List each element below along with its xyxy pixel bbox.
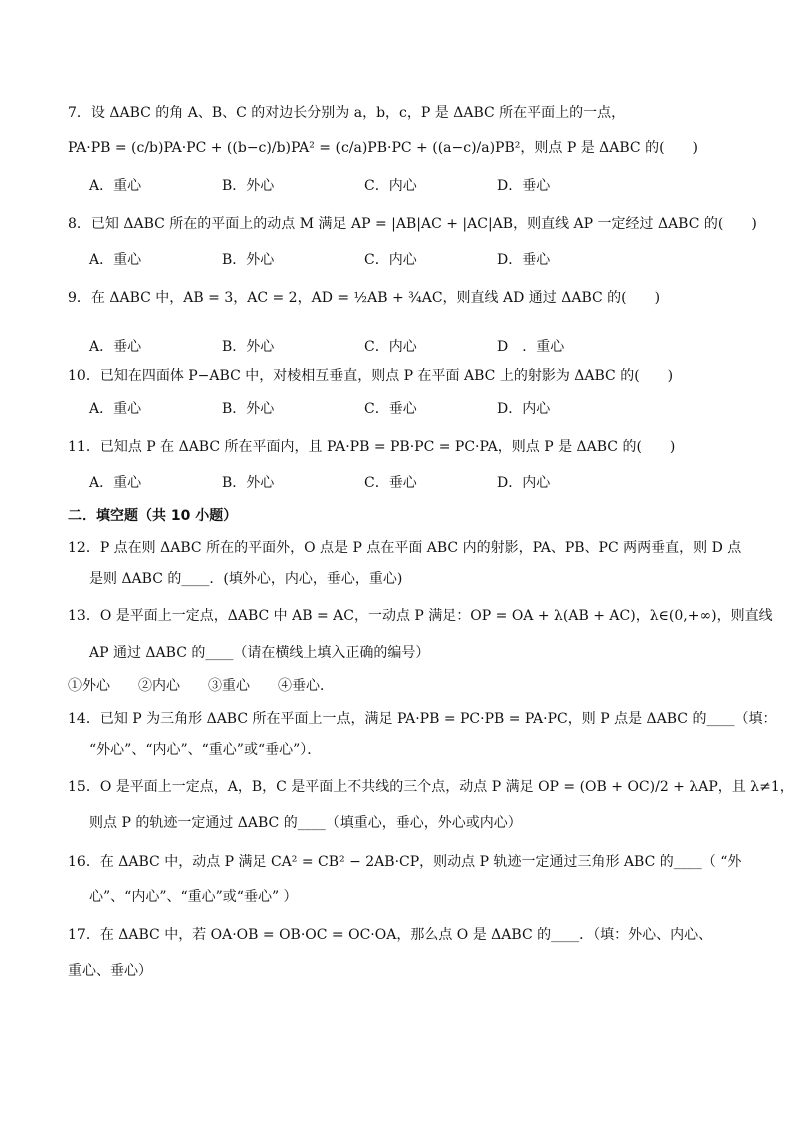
q10-option-a[interactable]: A．重心 <box>89 401 142 417</box>
q12-line2: 是则 ΔABC 的____．(填外心，内心，垂心，重心) <box>89 571 403 587</box>
q7-option-a[interactable]: A．重心 <box>89 178 142 194</box>
q11-line1: 11．已知点 P 在 ΔABC 所在平面内，且 PA·PB = PB·PC = PC·PA，则点 P 是 ΔABC 的( ) <box>68 439 676 455</box>
q10-line1: 10．已知在四面体 P−ABC 中，对棱相互垂直，则点 P 在平面 ABC 上的射影为 ΔABC 的( ) <box>68 368 674 384</box>
q15-line1: 15．O 是平面上一定点，A，B，C 是平面上不共线的三个点，动点 P 满足 OP = (OB + OC)/2 + λAP，且 λ≠1， <box>68 779 794 795</box>
q7-option-b[interactable]: B．外心 <box>222 178 275 194</box>
q14-line1: 14．已知 P 为三角形 ΔABC 所在平面上一点，满足 PA·PB = PC·PB = PA·PC，则 P 点是 ΔABC 的____（填： <box>68 711 777 727</box>
q8-option-d[interactable]: D．垂心 <box>497 252 551 268</box>
q14-line2: “外心”、“内心”、“重心”或“垂心”）． <box>89 742 322 758</box>
q8-option-b[interactable]: B．外心 <box>222 252 275 268</box>
q7-option-d[interactable]: D．垂心 <box>497 178 551 194</box>
q7-line2: PA·PB = (c/b)PA·PC + ((b−c)/b)PA² = (c/a)PB·PC + ((a−c)/a)PB²，则点 P 是 ΔABC 的( ) <box>68 140 699 156</box>
q9-option-a[interactable]: A．垂心 <box>89 339 142 355</box>
q8-option-a[interactable]: A．重心 <box>89 252 142 268</box>
q9-line1: 9．在 ΔABC 中，AB = 3，AC = 2，AD = ½AB + ¾AC，则直线 AD 通过 ΔABC 的( ) <box>68 290 661 306</box>
section-heading-fill-in: 二．填空题（共 10 小题） <box>68 508 238 524</box>
q11-option-b[interactable]: B．外心 <box>222 475 275 491</box>
q8-line1: 8．已知 ΔABC 所在的平面上的动点 M 满足 AP = |AB|AC + |AC|AB，则直线 AP 一定经过 ΔABC 的( ) <box>68 216 757 232</box>
q17-line2: 重心、垂心） <box>68 963 152 979</box>
q15-line2: 则点 P 的轨迹一定通过 ΔABC 的____（填重心，垂心，外心或内心） <box>89 815 522 831</box>
q16-line1: 16．在 ΔABC 中，动点 P 满足 CA² = CB² − 2AB·CP，则动点 P 轨迹一定通过三角形 ABC 的____（ “外 <box>68 854 742 870</box>
q11-option-c[interactable]: C．垂心 <box>364 475 417 491</box>
q11-option-d[interactable]: D．内心 <box>497 475 551 491</box>
q13-choices: ①外心 ②内心 ③重心 ④垂心． <box>68 678 334 694</box>
q7-option-c[interactable]: C．内心 <box>364 178 417 194</box>
q10-option-c[interactable]: C．垂心 <box>364 401 417 417</box>
q9-option-d[interactable]: D ．重心 <box>497 339 565 355</box>
q13-line2: AP 通过 ΔABC 的____（请在横线上填入正确的编号） <box>89 645 430 661</box>
q12-line1: 12．P 点在则 ΔABC 所在的平面外，O 点是 P 点在平面 ABC 内的射影，PA、PB、PC 两两垂直，则 D 点 <box>68 540 742 556</box>
q7-line1: 7．设 ΔABC 的角 A、B、C 的对边长分别为 a，b，c，P 是 ΔABC 所在平面上的一点， <box>68 105 626 121</box>
q10-option-d[interactable]: D．内心 <box>497 401 551 417</box>
q10-option-b[interactable]: B．外心 <box>222 401 275 417</box>
q11-option-a[interactable]: A．重心 <box>89 475 142 491</box>
q9-option-c[interactable]: C．内心 <box>364 339 417 355</box>
q17-line1: 17．在 ΔABC 中，若 OA·OB = OB·OC = OC·OA，那么点 O 是 ΔABC 的____．（填：外心、内心、 <box>68 927 713 943</box>
q8-option-c[interactable]: C．内心 <box>364 252 417 268</box>
q9-option-b[interactable]: B．外心 <box>222 339 275 355</box>
q13-line1: 13．O 是平面上一定点，ΔABC 中 AB = AC，一动点 P 满足：OP = OA + λ(AB + AC)，λ∈(0,+∞)，则直线 <box>68 608 773 624</box>
q16-line2: 心”、“内心”、“重心”或“垂心” ） <box>89 889 298 905</box>
